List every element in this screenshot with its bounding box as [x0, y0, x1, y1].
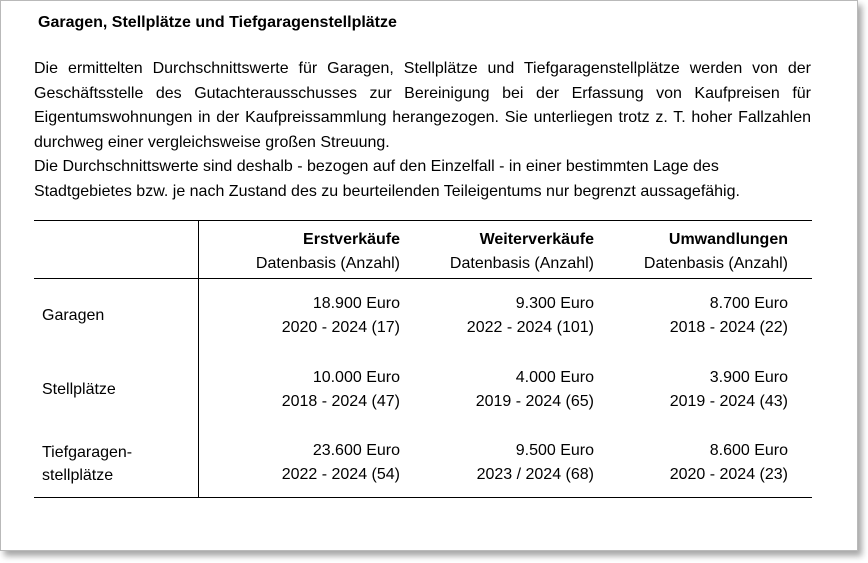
table-cell	[670, 366, 788, 414]
cell-value: 3.900 Euro	[709, 369, 788, 386]
cell-value: 8.700 Euro	[709, 295, 788, 312]
cell-value: 23.600 Euro	[312, 442, 400, 459]
table-cell	[476, 366, 594, 414]
paragraph-2: Die Durchschnittswerte sind deshalb - bezogen auf den Einzelfall - in einer bestimmten Lage des Stadtgebietes bzw. je nach Zustand des zu beurteilenden Teileigentums nur begrenzt aussagefähig.	[34, 158, 740, 200]
cell-basis: 2022 - 2024 (54)	[281, 466, 400, 483]
row-label-line: Tiefgaragen-	[42, 444, 133, 461]
row-label-stellplaetze: Stellplätze	[42, 381, 116, 398]
row-label-line: stellplätze	[42, 467, 114, 484]
table-column-divider	[198, 220, 199, 498]
row-label-garagen: Garagen	[42, 307, 105, 324]
table-top-rule	[34, 220, 812, 221]
column-subtitle: Datenbasis (Anzahl)	[643, 255, 788, 272]
table-cell	[670, 439, 788, 487]
table-cell	[477, 439, 594, 487]
table-header-rule	[34, 278, 812, 279]
cell-basis: 2023 / 2024 (68)	[476, 466, 594, 483]
cell-basis: 2018 - 2024 (47)	[281, 393, 400, 410]
column-header-erstverkaeufe	[256, 228, 400, 276]
table-cell	[282, 439, 400, 487]
cell-basis: 2018 - 2024 (22)	[669, 319, 788, 336]
column-header-umwandlungen	[644, 228, 788, 276]
cell-basis: 2022 - 2024 (101)	[466, 319, 594, 336]
table-cell	[282, 366, 400, 414]
column-title: Umwandlungen	[668, 231, 788, 248]
cell-basis: 2019 - 2024 (43)	[669, 393, 788, 410]
cell-value: 10.000 Euro	[312, 369, 400, 386]
column-header-weiterverkaeufe	[450, 228, 594, 276]
table-cell	[670, 292, 788, 340]
row-label-tiefgaragenstellplaetze	[42, 441, 132, 487]
intro-text	[34, 57, 811, 204]
cell-value: 9.300 Euro	[515, 295, 594, 312]
cell-basis: 2020 - 2024 (17)	[281, 319, 400, 336]
cell-value: 18.900 Euro	[312, 295, 400, 312]
price-table	[34, 220, 812, 498]
column-title: Weiterverkäufe	[479, 231, 594, 248]
paragraph-1: Die ermittelten Durchschnittswerte für Garagen, Stellplätze und Tiefgaragenstellplätze werden von der Geschäftsstelle des Gutachterausschusses zur Bereinigung bei der Erfassung von Kaufpreisen für Eigentumswohnungen in der Kaufpreissammlung herangezogen. Sie unterliegen trotz z. T. hoher Fallzahlen durchweg einer vergleichsweise großen Streuung.	[34, 60, 811, 151]
cell-value: 4.000 Euro	[515, 369, 594, 386]
cell-basis: 2020 - 2024 (23)	[669, 466, 788, 483]
cell-value: 8.600 Euro	[709, 442, 788, 459]
column-subtitle: Datenbasis (Anzahl)	[449, 255, 594, 272]
section-heading: Garagen, Stellplätze und Tiefgaragenstellplätze	[38, 14, 397, 31]
cell-basis: 2019 - 2024 (65)	[475, 393, 594, 410]
cell-value: 9.500 Euro	[515, 442, 594, 459]
table-cell	[282, 292, 400, 340]
table-cell	[467, 292, 594, 340]
table-bottom-rule	[34, 497, 812, 498]
column-title: Erstverkäufe	[303, 231, 400, 248]
column-subtitle: Datenbasis (Anzahl)	[255, 255, 400, 272]
